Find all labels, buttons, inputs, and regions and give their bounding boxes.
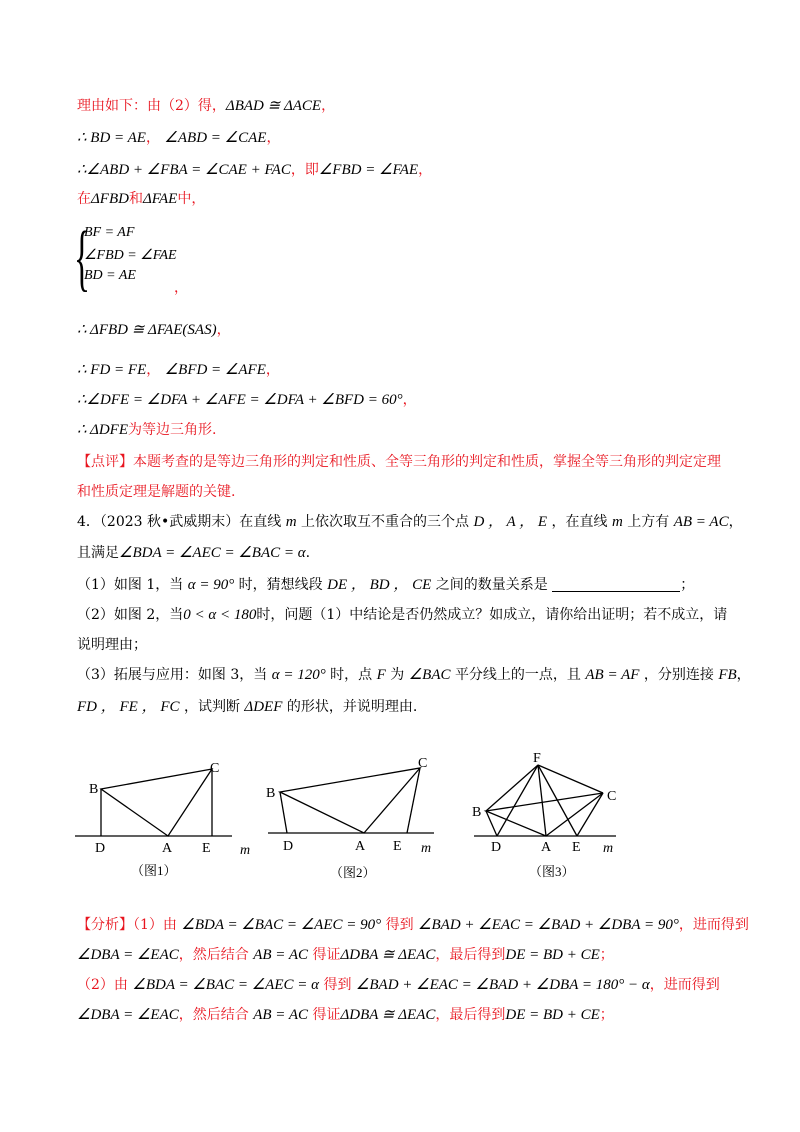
- punct: ；: [680, 577, 695, 593]
- solution-text: 在: [77, 191, 91, 207]
- analysis-label: 【分析】: [77, 917, 133, 933]
- math-expr: AB = AC: [253, 947, 309, 963]
- math-expr: α = 90°: [187, 577, 235, 593]
- fig3-label-m: m: [603, 841, 614, 856]
- math-expr: ∠DBA = ∠EAC: [77, 947, 179, 963]
- math-expr: m: [285, 514, 297, 530]
- math-expr: ΔDBA ≅ ΔEAC: [340, 947, 436, 963]
- solution-line-5: [77, 320, 231, 340]
- comment-label: 【点评】: [77, 454, 133, 470]
- analysis-text: 得到: [323, 977, 352, 993]
- fig3-segment-ce: [577, 793, 603, 836]
- analysis-text: ，进而得到: [649, 977, 720, 993]
- math-expr: m: [611, 514, 623, 530]
- math-expr: DE ， BD ， CE: [327, 577, 432, 593]
- fig3-label-e: E: [572, 840, 581, 855]
- math-expr: AB = AF: [585, 667, 640, 683]
- punct: ，: [402, 392, 417, 408]
- problem-text: 平分线上的一点，且: [454, 667, 581, 683]
- math-expr: FB: [718, 667, 737, 683]
- system-line-3: BD = AE: [84, 268, 136, 283]
- fig3-segment-fe: [538, 765, 577, 836]
- fig2-label-c: C: [418, 756, 428, 771]
- question-3-line-2: [77, 697, 417, 717]
- problem-text: （2）如图 2，当: [77, 607, 184, 623]
- fig2-label-d: D: [283, 839, 294, 854]
- answer-blank[interactable]: [552, 577, 680, 592]
- punct: ；: [599, 1007, 614, 1023]
- analysis-line-3: [77, 975, 720, 995]
- math-expr: 0 < α < 180: [183, 607, 257, 623]
- fig1-label-d: D: [95, 841, 106, 856]
- comment-line-2: 和性质定理是解题的关键.: [77, 484, 236, 500]
- math-expr: DE = BD + CE: [505, 947, 600, 963]
- punct: ，: [216, 322, 231, 338]
- problem-text: ，在直线: [551, 514, 608, 530]
- solution-text: 为等边三角形.: [127, 422, 217, 438]
- fig3-caption: （图3）: [529, 864, 575, 879]
- problem-text: 的形状，并说明理由.: [286, 699, 418, 715]
- fig2-label-a: A: [355, 839, 366, 854]
- fig3-label-d: D: [491, 840, 502, 855]
- fig1-label-c: C: [210, 761, 220, 776]
- analysis-text: （2）由: [77, 977, 128, 993]
- system-tail: ，: [174, 280, 188, 296]
- analysis-text: 得证: [312, 947, 341, 963]
- math-expr: AB = AC: [673, 514, 729, 530]
- fig1-caption: （图1）: [131, 863, 177, 878]
- math-expr: ΔDEF: [244, 699, 283, 715]
- fig2-segment-bd: [280, 792, 287, 833]
- analysis-line-2: [77, 945, 614, 965]
- analysis-text: ，最后得到: [435, 1007, 506, 1023]
- question-2: [77, 605, 727, 625]
- comment-line-1: [77, 452, 721, 472]
- math-expr: ∠ABD = ∠CAE: [164, 130, 267, 146]
- math-expr: ∴ ΔDFE: [77, 422, 128, 438]
- math-expr: ∠BDA = ∠BAC = ∠AEC = α: [132, 977, 320, 993]
- punct: ，: [145, 130, 160, 146]
- solution-text: 理由如下：由（2）得，: [77, 98, 226, 114]
- math-expr: ∠DBA = ∠EAC: [77, 1007, 179, 1023]
- punct: ，: [418, 162, 433, 178]
- analysis-text: ，最后得到: [435, 947, 506, 963]
- math-expr: ∠BFD = ∠AFE: [164, 362, 266, 378]
- solution-text: 中，: [177, 191, 206, 207]
- question-1: [77, 575, 694, 595]
- math-expr: ∠FBD = ∠FAE: [318, 162, 419, 178]
- problem-text: 4．（2023 秋•武威期末）在直线: [77, 514, 282, 530]
- punct: ，: [146, 362, 161, 378]
- fig3-segment-fd: [497, 765, 538, 836]
- problem-line-2: [77, 543, 310, 563]
- fig2-triangle-bac: [280, 768, 420, 833]
- problem-text: （1）如图 1，当: [77, 577, 184, 593]
- fig3-segment-fa: [538, 765, 546, 836]
- fig2-caption: （图2）: [330, 865, 376, 880]
- problem-text: 上方有: [627, 514, 670, 530]
- problem-text: 时，猜想线段: [238, 577, 323, 593]
- math-expr: ΔDBA ≅ ΔEAC: [340, 1007, 436, 1023]
- punct: ，: [728, 514, 743, 530]
- geometry-figures: [0, 745, 800, 905]
- problem-line-1: [77, 512, 743, 532]
- system-line-2: ∠FBD = ∠FAE: [84, 248, 177, 263]
- math-expr: ΔBAD ≅ ΔACE: [225, 98, 322, 114]
- fig3-triangle-bac: [486, 793, 603, 836]
- math-expr: ∠BAD + ∠EAC = ∠BAD + ∠DBA = 180° − α: [355, 977, 650, 993]
- fig1-label-b: B: [89, 782, 99, 797]
- analysis-text: ，然后结合: [178, 1007, 249, 1023]
- solution-line-6: [77, 360, 280, 380]
- problem-text: 且满足: [77, 545, 119, 561]
- solution-text: ，即: [290, 162, 319, 178]
- question-3: [77, 665, 751, 685]
- math-expr: D ， A ， E: [473, 514, 548, 530]
- math-expr: ∴ BD = AE: [77, 130, 146, 146]
- math-expr: DE = BD + CE: [505, 1007, 600, 1023]
- solution-text: 和: [128, 191, 143, 207]
- solution-line-2: [77, 128, 280, 148]
- problem-text: 为: [390, 667, 405, 683]
- fig2-label-b: B: [266, 786, 276, 801]
- comment-text: 本题考查的是等边三角形的判定和性质、全等三角形的判定和性质，掌握全等三角形的判定定理: [133, 454, 721, 470]
- analysis-line-1: [77, 915, 749, 935]
- fig1-triangle-bac: [101, 769, 212, 836]
- fig3-label-f: F: [533, 751, 541, 766]
- system-line-1: BF = AF: [84, 225, 135, 240]
- problem-text: 时，问题（1）中结论是否仍然成立？如成立，请你给出证明；若不成立，请: [256, 607, 728, 623]
- problem-text: ，分别连接: [643, 667, 714, 683]
- math-expr: AB = AC: [253, 1007, 309, 1023]
- math-expr: FD ， FE ， FC: [77, 699, 180, 715]
- solution-line-1: [77, 96, 335, 116]
- solution-line-3: [77, 160, 432, 180]
- punct: ，: [736, 667, 751, 683]
- math-expr: F: [376, 667, 386, 683]
- math-expr: ∴ FD = FE: [77, 362, 147, 378]
- solution-line-4: [77, 189, 205, 209]
- analysis-text: （1）由: [133, 917, 177, 933]
- math-expr: ∴ ΔFBD ≅ ΔFAE(SAS): [77, 322, 217, 338]
- punct: ，: [266, 130, 281, 146]
- analysis-line-4: [77, 1005, 614, 1025]
- analysis-text: 得到: [385, 917, 414, 933]
- fig3-label-b: B: [472, 805, 482, 820]
- analysis-text: 得证: [312, 1007, 341, 1023]
- math-expr: ∠BDA = ∠BAC = ∠AEC = 90°: [181, 917, 382, 933]
- fig1-label-m: m: [240, 843, 251, 858]
- punct: ，: [321, 98, 336, 114]
- solution-line-7: [77, 390, 417, 410]
- math-expr: ∠BAD + ∠EAC = ∠BAD + ∠DBA = 90°: [418, 917, 679, 933]
- problem-text: 时，点: [330, 667, 373, 683]
- fig1-label-e: E: [202, 841, 211, 856]
- fig3-label-c: C: [607, 789, 617, 804]
- math-expr: ∠BDA = ∠AEC = ∠BAC = α: [119, 545, 306, 561]
- fig3-label-a: A: [541, 840, 552, 855]
- fig2-segment-ce: [407, 768, 420, 833]
- math-expr: ∴∠DFE = ∠DFA + ∠AFE = ∠DFA + ∠BFD = 60°: [77, 392, 403, 408]
- math-expr: ∴∠ABD + ∠FBA = ∠CAE + FAC: [77, 162, 291, 178]
- punct: ，: [265, 362, 280, 378]
- analysis-text: ，然后结合: [178, 947, 249, 963]
- solution-line-8: [77, 420, 216, 440]
- question-2-line-2: 说明理由；: [77, 637, 147, 653]
- punct: ；: [599, 947, 614, 963]
- system-brace: {: [74, 217, 90, 299]
- math-expr: α = 120°: [271, 667, 326, 683]
- fig2-label-e: E: [393, 839, 402, 854]
- math-expr: ΔFAE: [142, 191, 178, 207]
- math-expr: ΔFBD: [91, 191, 129, 207]
- problem-text: ，试判断: [183, 699, 240, 715]
- punct: .: [305, 545, 311, 561]
- problem-text: 之间的数量关系是: [435, 577, 548, 593]
- fig3-segment-fc: [538, 765, 603, 793]
- problem-text: 上依次取互不重合的三个点: [301, 514, 469, 530]
- fig2-label-m: m: [421, 841, 432, 856]
- fig1-label-a: A: [162, 841, 173, 856]
- math-expr: ∠BAC: [408, 667, 451, 683]
- problem-text: （3）拓展与应用：如图 3，当: [77, 667, 268, 683]
- analysis-text: ，进而得到: [678, 917, 749, 933]
